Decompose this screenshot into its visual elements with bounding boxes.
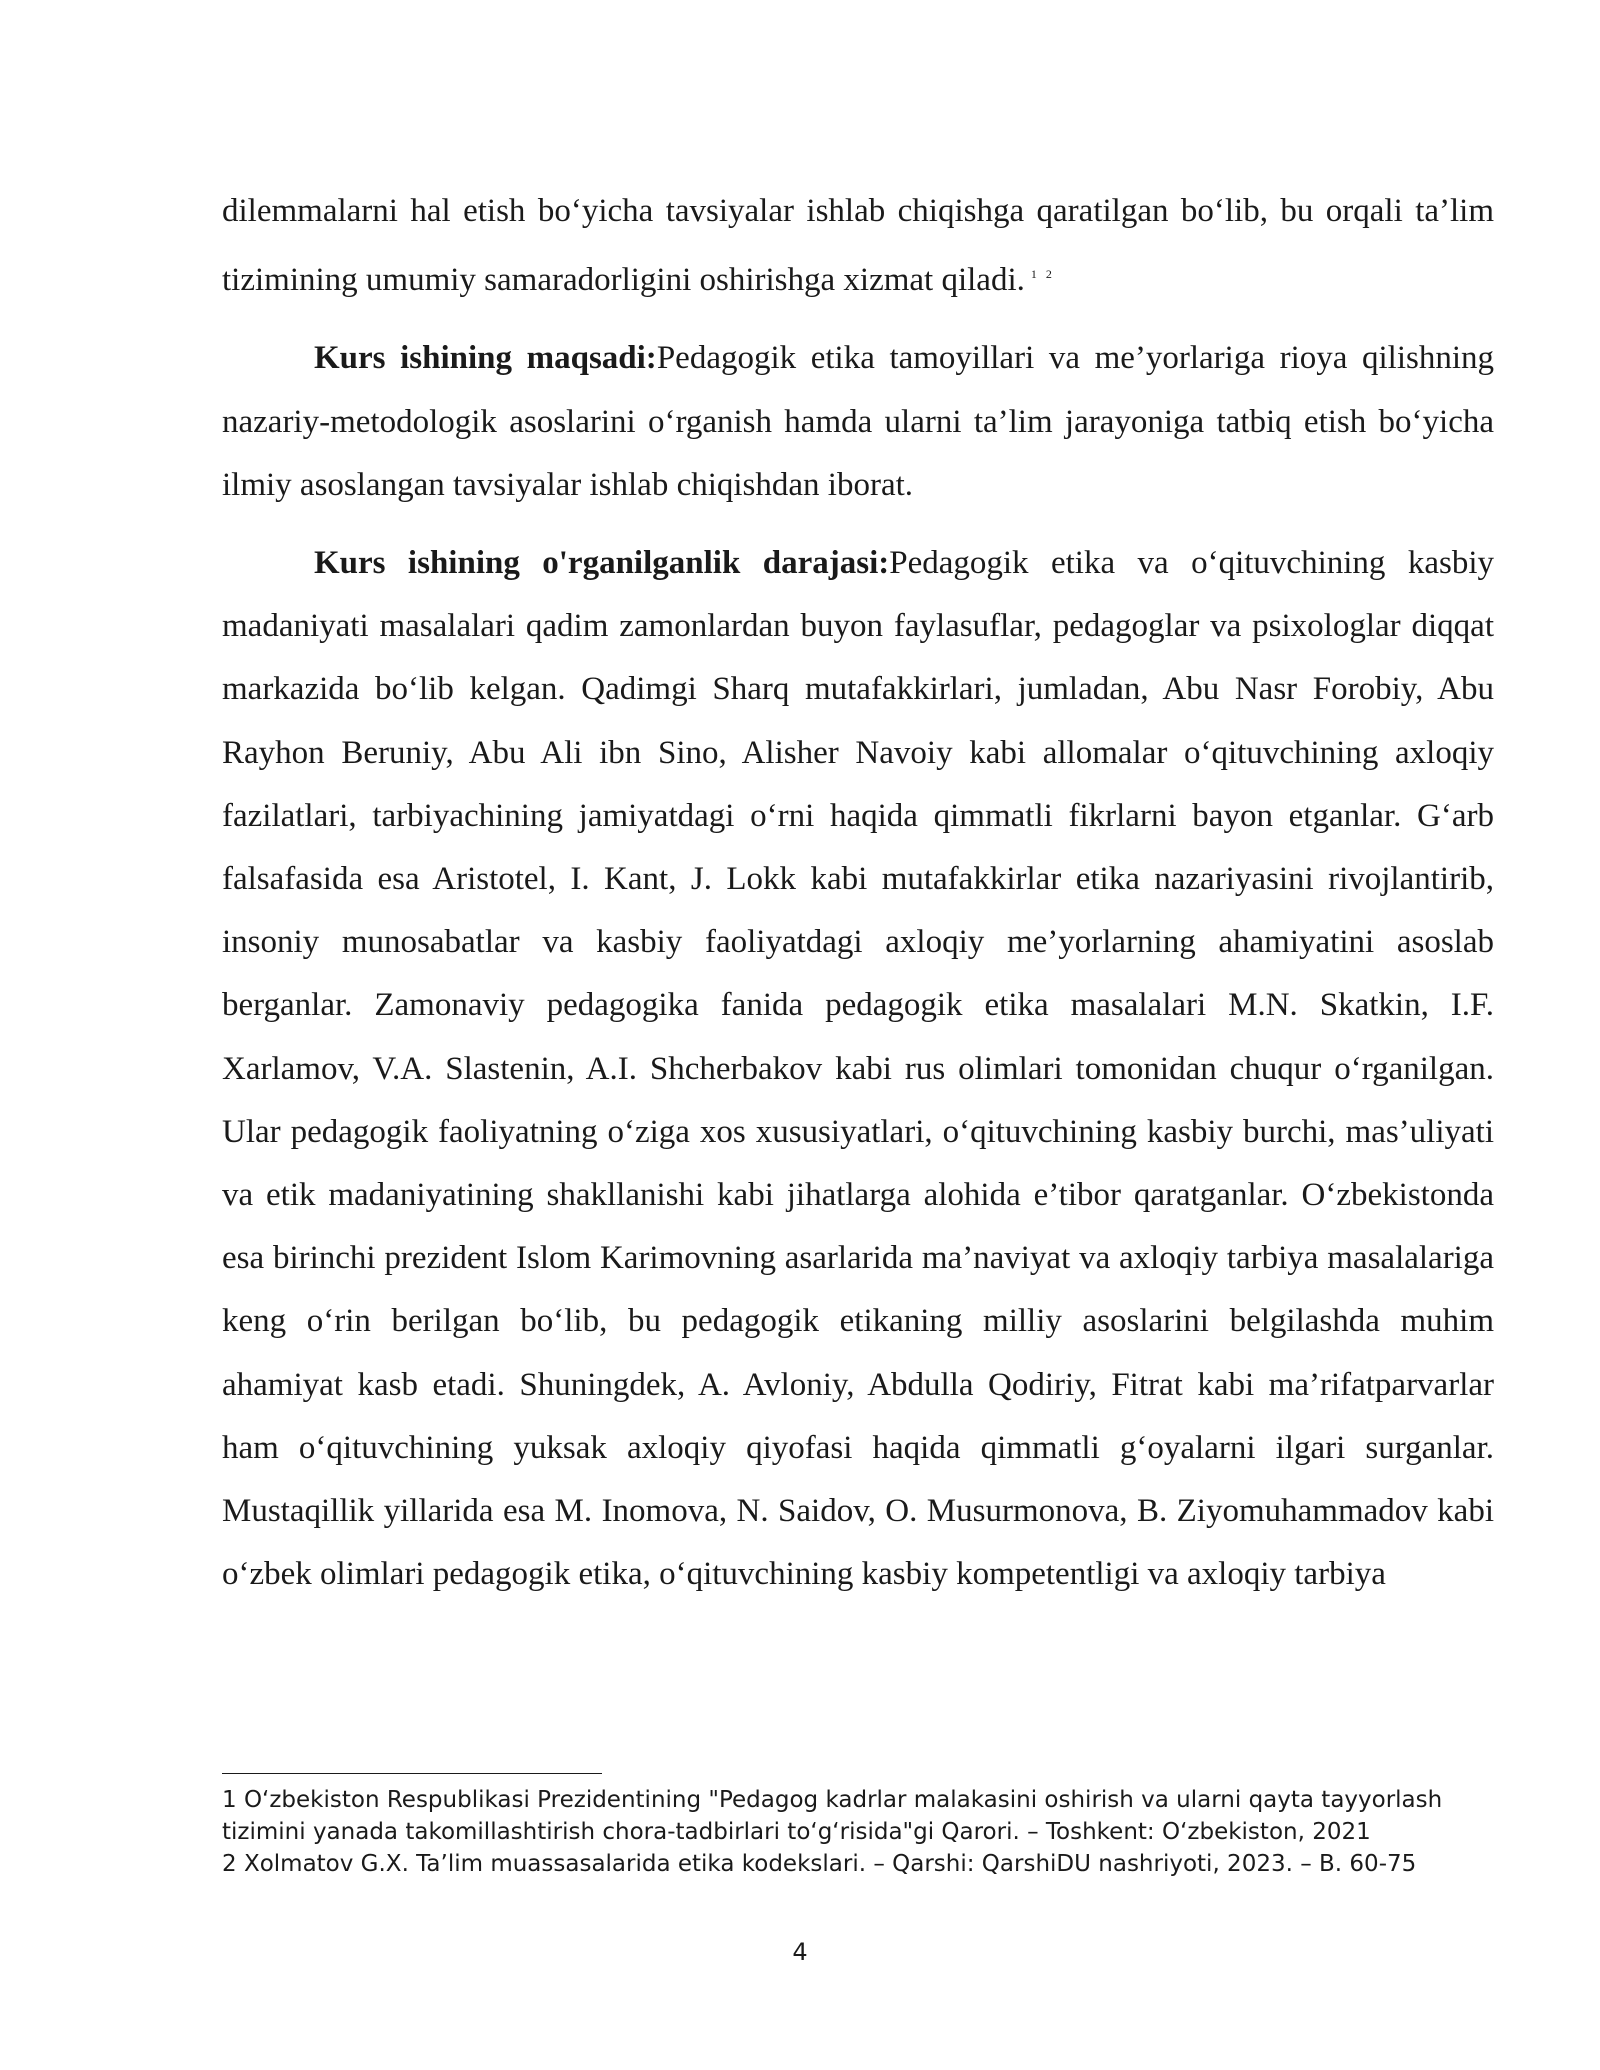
footnote-separator <box>222 1773 602 1774</box>
paragraph-text: Pedagogik etika tamoyillari va me’yorlariga rioya qilishning nazariy-metodologik asoslarini o‘rganish hamda ularni ta’lim jarayoniga tatbiq etish bo‘yicha ilmiy asoslangan tavsiyalar ishlab chiqishdan iborat. <box>222 340 1494 503</box>
paragraph-continuation <box>222 180 1494 312</box>
footnote-2: 2 Xolmatov G.X. Ta’lim muassasalarida etika kodekslari. – Qarshi: QarshiDU nashriyoti, 2023. – B. 60-75 <box>222 1851 1417 1877</box>
paragraph-text: dilemmalarni hal etish bo‘yicha tavsiyalar ishlab chiqishga qaratilgan bo‘lib, bu orqali ta’lim tizimining umumiy samaradorligini oshirishga xizmat qiladi. <box>222 193 1494 299</box>
section-heading-objective: Kurs ishining maqsadi: <box>314 340 657 377</box>
paragraph-text: Pedagogik etika va o‘qituvchining kasbiy madaniyati masalalari qadim zamonlardan buyon faylasuflar, pedagoglar va psixologlar diqqat markazida bo‘lib kelgan. Qadimgi Sharq mutafakkirlari, jumladan, Abu Nasr Forobiy, Abu Rayhon Beruniy, Abu Ali ibn Sino, Alisher Navoiy kabi allomalar o‘qituvchining axloqiy fazilatlari, tarbiyachining jamiyatdagi o‘rni haqida qimmatli fikrlarni bayon etganlar. G‘arb falsafasida esa Aristotel, I. Kant, J. Lokk kabi mutafakkirlar etika nazariyasini rivojlantirib, insoniy munosabatlar va kasbiy faoliyatdagi axloqiy me’yorlarning ahamiyatini asoslab berganlar. Zamonaviy pedagogika fanida pedagogik etika masalalari M.N. Skatkin, I.F. Xarlamov, V.A. Slastenin, A.I. Shcherbakov kabi rus olimlari tomonidan chuqur o‘rganilgan. Ular pedagogik faoliyatning o‘ziga xos xususiyatlari, o‘qituvchining kasbiy burchi, mas’uliyati va etik madaniyatining shakllanishi kabi jihatlarga alohida e’tibor qaratganlar. O‘zbekistonda esa birinchi prezident Islom Karimovning asarlarida ma’naviyat va axloqiy tarbiya masalalariga keng o‘rin berilgan bo‘lib, bu pedagogik etikaning milliy asoslarini belgilashda muhim ahamiyat kasb etadi. Shuningdek, A. Avloniy, Abdulla Qodiriy, Fitrat kabi ma’rifatparvarlar ham o‘qituvchining yuksak axloqiy qiyofasi haqida qimmatli g‘oyalarni ilgari surganlar. Mustaqillik yillarida esa M. Inomova, N. Saidov, O. Musurmonova, B. Ziyomuhammadov kabi o‘zbek olimlari pedagogik etika, o‘qituvchining kasbiy kompetentligi va axloqiy tarbiya <box>222 545 1494 1593</box>
document-page <box>222 180 1494 1606</box>
section-heading-literature-review: Kurs ishining o'rganilganlik darajasi: <box>314 545 890 582</box>
paragraph-literature-review <box>222 532 1494 1606</box>
page-number: 4 <box>792 1938 808 1966</box>
footnotes <box>222 1784 1502 1880</box>
paragraph-objective <box>222 327 1494 517</box>
footnote-references: 1 2 <box>1030 267 1055 282</box>
footnote-1: 1 O‘zbekiston Respublikasi Prezidentining "Pedagog kadrlar malakasini oshirish va ularni qayta tayyorlash tizimini yanada takomillashtirish chora-tadbirlari to‘g‘risida"gi Qarori. – Toshkent: O‘zbekiston, 2021 <box>222 1787 1443 1845</box>
